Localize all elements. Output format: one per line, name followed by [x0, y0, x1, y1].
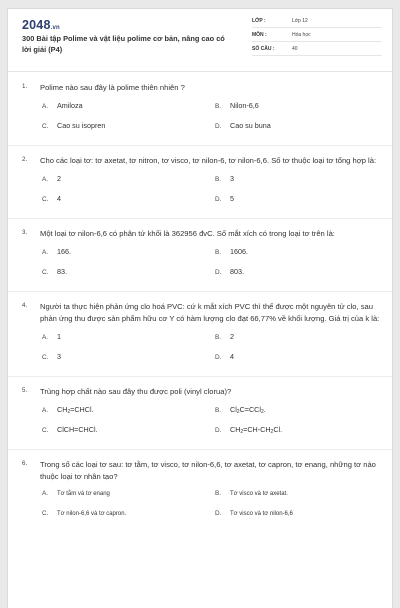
option-text: 1: [57, 332, 61, 341]
document-title: 300 Bài tập Polime và vật liệu polime cơ bản, nâng cao có lời giải (P4): [22, 34, 225, 54]
answer-options: [42, 405, 380, 445]
option-letter: B.: [215, 249, 222, 256]
option-letter: A.: [42, 490, 49, 497]
answer-option[interactable]: [215, 510, 388, 530]
answer-option[interactable]: [42, 510, 215, 530]
question-text: Polime nào sau đây là polime thiên nhiên ?: [40, 83, 185, 92]
question-number: 2.: [22, 156, 28, 163]
answer-option[interactable]: [42, 405, 215, 425]
question-item: [8, 459, 392, 530]
meta-key: LỚP :: [252, 18, 266, 24]
option-letter: D.: [215, 123, 222, 130]
question-text: Một loại tơ nilon-6,6 có phân tử khối là 362956 đvC. Số mắt xích có trong loại tơ trên là:: [40, 229, 335, 238]
meta-row-grade: [252, 17, 382, 28]
option-text: $CH_2=CH-CH_2Cl$.: [230, 425, 283, 435]
option-letter: C.: [42, 354, 49, 361]
answer-options: [42, 101, 380, 141]
question-item: [8, 82, 392, 141]
option-text: 3: [230, 174, 234, 183]
question-number: 4.: [22, 302, 28, 309]
question-line: [22, 155, 380, 167]
answer-option[interactable]: [42, 490, 215, 510]
question-text: Người ta thực hiện phản ứng clo hoá PVC: cứ k mắt xích PVC thì thế được một nguyên tử clo, sau phản ứng thu được sản phẩm hữu cơ Y có hàm lượng clo đạt 66,77% về khối lượng. Giá trị của k là:: [40, 302, 380, 323]
option-letter: D.: [215, 510, 222, 517]
answer-option[interactable]: [215, 267, 388, 287]
question-number: 3.: [22, 229, 28, 236]
option-letter: A.: [42, 334, 49, 341]
option-text: Cao su buna: [230, 121, 271, 130]
answer-options: [42, 490, 380, 530]
option-letter: A.: [42, 103, 49, 110]
question-line: [22, 386, 380, 398]
question-line: [22, 82, 380, 94]
site-logo[interactable]: [22, 18, 60, 32]
answer-options: [42, 174, 380, 214]
question-text: Cho các loại tơ: tơ axetat, tơ nitron, tơ visco, tơ nilon-6, tơ nilon-6,6. Số tơ thuộc loại tơ tổng hợp là:: [40, 156, 377, 165]
answer-option[interactable]: [215, 194, 388, 214]
option-text: 3: [57, 352, 61, 361]
answer-option[interactable]: [42, 425, 215, 445]
option-text: 2: [57, 174, 61, 183]
option-letter: D.: [215, 427, 222, 434]
question-text: Trong số các loại tơ sau: tơ tằm, tơ visco, tơ nilon-6,6, tơ axetat, tơ capron, tơ enang, những tơ nào thuộc loại tơ nhân tạo?: [40, 460, 376, 481]
answer-options: [42, 247, 380, 287]
answer-option[interactable]: [215, 247, 388, 267]
question-divider: [8, 376, 392, 377]
option-text: 4: [230, 352, 234, 361]
option-text: $CH_2=CHCl$.: [57, 405, 94, 415]
option-text: Tơ nilon-6,6 và tơ capron.: [57, 511, 127, 517]
option-text: 83.: [57, 267, 67, 276]
question-line: [22, 459, 380, 483]
answer-option[interactable]: [42, 121, 215, 141]
option-letter: B.: [215, 176, 222, 183]
question-divider: [8, 145, 392, 146]
answer-option[interactable]: [215, 174, 388, 194]
question-list: [8, 72, 392, 530]
answer-option[interactable]: [215, 490, 388, 510]
option-letter: B.: [215, 334, 222, 341]
option-letter: C.: [42, 427, 49, 434]
question-text: Trùng hợp chất nào sau đây thu được poli (vinyl clorua)?: [40, 387, 232, 396]
answer-option[interactable]: [215, 405, 388, 425]
answer-option[interactable]: [42, 332, 215, 352]
option-text: Tơ visco và tơ nilon-6,6: [230, 511, 293, 517]
option-letter: A.: [42, 407, 49, 414]
answer-option[interactable]: [42, 101, 215, 121]
option-letter: C.: [42, 269, 49, 276]
option-letter: A.: [42, 249, 49, 256]
document-meta: [252, 17, 382, 59]
question-line: [22, 301, 380, 325]
option-text: Tơ tằm và tơ enang: [57, 491, 110, 497]
option-letter: A.: [42, 176, 49, 183]
meta-key: MÔN :: [252, 32, 267, 38]
option-text: 2: [230, 332, 234, 341]
option-text: Nilon-6,6: [230, 101, 259, 110]
question-number: 6.: [22, 460, 28, 467]
meta-value: Lớp 12: [292, 18, 308, 24]
answer-option[interactable]: [42, 174, 215, 194]
option-text: ClCH=CHCl.: [57, 425, 98, 434]
meta-key: SỐ CÂU :: [252, 46, 275, 52]
document-header: [8, 9, 392, 71]
option-letter: D.: [215, 196, 222, 203]
answer-option[interactable]: [215, 352, 388, 372]
logo-tld: .vn: [50, 25, 60, 31]
question-item: [8, 301, 392, 372]
answer-option[interactable]: [215, 101, 388, 121]
question-item: [8, 155, 392, 214]
option-text: $Cl_2C=CCl_2$.: [230, 405, 266, 415]
option-text: Amiloza: [57, 101, 83, 110]
option-text: 4: [57, 194, 61, 203]
option-text: Tơ visco và tơ axetat.: [230, 491, 288, 497]
option-letter: D.: [215, 269, 222, 276]
meta-value: 40: [292, 46, 298, 52]
meta-row-count: [252, 45, 382, 56]
answer-option[interactable]: [42, 267, 215, 287]
option-text: 803.: [230, 267, 244, 276]
option-text: Cao su isopren: [57, 121, 106, 130]
answer-option[interactable]: [215, 121, 388, 141]
question-number: 1.: [22, 83, 28, 90]
option-letter: B.: [215, 407, 222, 414]
question-item: [8, 228, 392, 287]
option-letter: D.: [215, 354, 222, 361]
option-text: 5: [230, 194, 234, 203]
meta-value: Hóa học: [292, 32, 311, 38]
option-letter: B.: [215, 490, 222, 497]
answer-option[interactable]: [42, 247, 215, 267]
question-divider: [8, 218, 392, 219]
logo-text: 2048: [22, 18, 51, 32]
option-text: 1606.: [230, 247, 248, 256]
answer-option[interactable]: [42, 352, 215, 372]
question-divider: [8, 291, 392, 292]
answer-options: [42, 332, 380, 372]
answer-option[interactable]: [215, 332, 388, 352]
option-letter: C.: [42, 510, 49, 517]
question-number: 5.: [22, 387, 28, 394]
option-text: 166.: [57, 247, 71, 256]
question-divider: [8, 449, 392, 450]
option-letter: C.: [42, 196, 49, 203]
question-item: [8, 386, 392, 445]
option-letter: C.: [42, 123, 49, 130]
document-page: [7, 8, 393, 608]
answer-option[interactable]: [42, 194, 215, 214]
question-line: [22, 228, 380, 240]
meta-row-subject: [252, 31, 382, 42]
option-letter: B.: [215, 103, 222, 110]
answer-option[interactable]: [215, 425, 388, 445]
